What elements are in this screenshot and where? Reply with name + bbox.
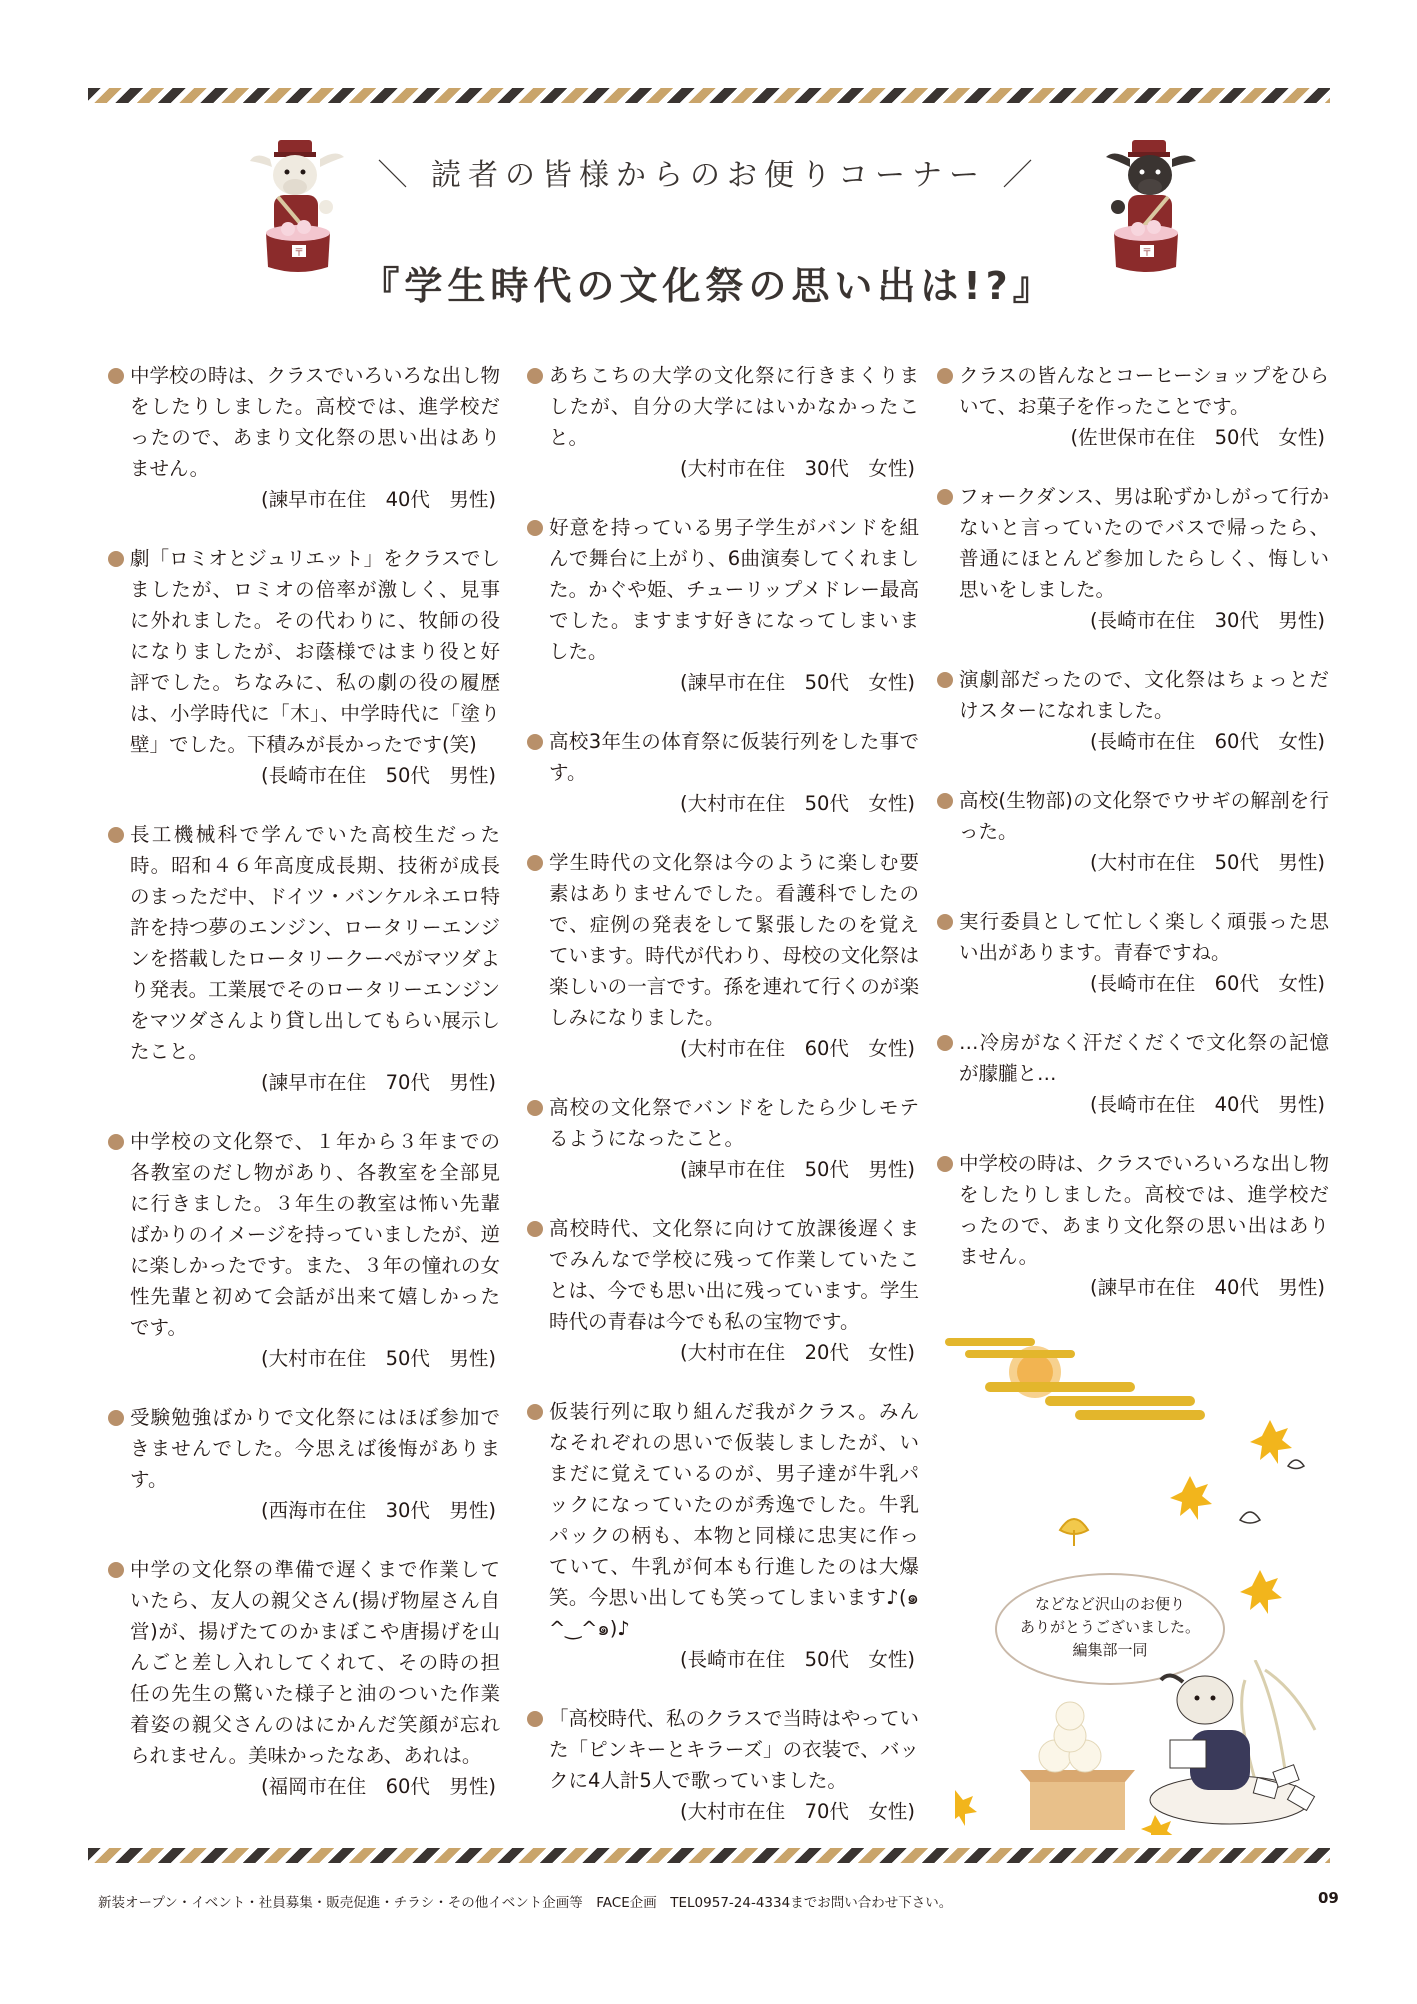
letter-text: 仮装行列に取り組んだ我がクラス。みんなそれぞれの思いで仮装しましたが、いまだに覚えているのが、男子達が牛乳パックになっていたのが秀逸でした。牛乳パックの柄も、本物と同様に忠実に作っていて、牛乳が何本も行進したのは大爆笑。今思い出しても笑ってしまいます♪(๑^‿^๑)♪ — [549, 1400, 919, 1640]
letters-column-3 — [937, 360, 1329, 1331]
letter-signature: (西海市在住 30代 男性) — [260, 1499, 496, 1522]
letter-item — [937, 1027, 1329, 1120]
letter-text: 中学校の文化祭で、１年から３年までの各教室のだし物があり、各教室を全部見に行きました。３年生の教室は怖い先輩ばかりのイメージを持っていましたが、逆に楽しかったです。また、３年の憧れの女性先輩と初めて会話が出来て嬉しかったです。 — [130, 1130, 500, 1339]
page-title: 『学生時代の文化祭の思い出は!?』 — [361, 264, 1056, 308]
letter-signature: (長崎市在住 40代 男性) — [1089, 1093, 1325, 1116]
letters-column-2 — [527, 360, 919, 1855]
corner-title: ＼ 読者の皆様からのお便りコーナー ／ — [377, 158, 1040, 193]
letter-text: 劇「ロミオとジュリエット」をクラスでしましたが、ロミオの倍率が激しく、見事に外れました。その代わりに、牧師の役になりましたが、お蔭様ではまり役と好評でした。ちなみに、私の劇の役の履歴は、小学時代に「木」、中学時代に「塗り壁」でした。下積みが長かったです(笑) — [130, 547, 500, 756]
letter-item — [527, 1703, 919, 1827]
letter-item — [108, 819, 500, 1098]
bullet-dot-icon — [527, 520, 543, 536]
letter-text: 受験勉強ばかりで文化祭にはほぼ参加できませんでした。今思えば後悔があります。 — [130, 1406, 500, 1491]
letter-signature: (長崎市在住 50代 女性) — [679, 1648, 915, 1671]
letter-signature: (諫早市在住 50代 女性) — [679, 671, 915, 694]
letter-signature: (諫早市在住 40代 男性) — [260, 488, 496, 511]
letter-text: 長工機械科で学んでいた高校生だった時。昭和４６年高度成長期、技術が成長のまっただ中、ドイツ・バンケルネエロ特許を持つ夢のエンジン、ロータリーエンジンを搭載したロータリークーペがマツダより発表。工業展でそのロータリーエンジンをマツダさんより貸し出してもらい展示したこと。 — [130, 823, 500, 1063]
letter-item — [527, 847, 919, 1064]
bullet-dot-icon — [108, 1562, 124, 1578]
bullet-dot-icon — [527, 1404, 543, 1420]
letter-text: あちこちの大学の文化祭に行きまくりましたが、自分の大学にはいかなかったこと。 — [549, 364, 919, 449]
bullet-dot-icon — [527, 368, 543, 384]
letter-text: 高校3年生の体育祭に仮装行列をした事です。 — [549, 730, 919, 784]
letter-item — [937, 785, 1329, 878]
letter-item — [937, 360, 1329, 453]
letter-signature: (諫早市在住 70代 男性) — [260, 1071, 496, 1094]
letter-signature: (長崎市在住 30代 男性) — [1089, 609, 1325, 632]
svg-text:〒: 〒 — [1142, 248, 1152, 259]
letter-item — [527, 1213, 919, 1368]
letter-item — [527, 360, 919, 484]
letter-signature: (大村市在住 50代 男性) — [1089, 851, 1325, 874]
letter-item — [937, 906, 1329, 999]
letter-text: 好意を持っている男子学生がバンドを組んで舞台に上がり、6曲演奏してくれました。かぐや姫、チューリップメドレー最高でした。ますます好きになってしまいました。 — [549, 516, 919, 663]
letter-item — [527, 1092, 919, 1185]
letter-signature: (諫早市在住 50代 男性) — [679, 1158, 915, 1181]
bullet-dot-icon — [108, 827, 124, 843]
letter-signature: (大村市在住 30代 女性) — [679, 457, 915, 480]
letter-signature: (大村市在住 70代 女性) — [679, 1800, 915, 1823]
bullet-dot-icon — [937, 793, 953, 809]
bottom-divider-stripe — [88, 1848, 1330, 1863]
letter-item — [108, 1402, 500, 1526]
bubble-line-3: 編集部一同 — [1072, 1641, 1148, 1659]
letter-signature: (佐世保市在住 50代 女性) — [1070, 426, 1325, 449]
bullet-dot-icon — [937, 1035, 953, 1051]
letter-text: 高校時代、文化祭に向けて放課後遅くまでみんなで学校に残って作業していたことは、今でも思い出に残っています。学生時代の青春は今でも私の宝物です。 — [549, 1217, 919, 1333]
letter-text: …冷房がなく汗だくだくで文化祭の記憶が朦朧と… — [959, 1031, 1329, 1085]
goat-with-letters-icon — [955, 1660, 1335, 1835]
bullet-dot-icon — [108, 551, 124, 567]
bullet-dot-icon — [527, 734, 543, 750]
bullet-dot-icon — [527, 1711, 543, 1727]
top-divider-stripe — [88, 88, 1330, 103]
bullet-dot-icon — [937, 368, 953, 384]
bullet-dot-icon — [108, 1410, 124, 1426]
bullet-dot-icon — [108, 368, 124, 384]
letter-text: 中学の文化祭の準備で遅くまで作業していたら、友人の親父さん(揚げ物屋さん自営)が、揚げたてのかまぼこや唐揚げを山んごと差し入れしてくれて、その時の担任の先生の驚いた様子と油のついた作業着姿の親父さんのはにかんだ笑顔が忘れられません。美味かったなあ、あれは。 — [130, 1558, 500, 1767]
bullet-dot-icon — [527, 1221, 543, 1237]
letter-signature: (長崎市在住 60代 女性) — [1089, 730, 1325, 753]
letter-signature: (諫早市在住 40代 男性) — [1089, 1276, 1325, 1299]
letter-item — [527, 512, 919, 698]
letters-column-1 — [108, 360, 500, 1830]
letter-signature: (長崎市在住 60代 女性) — [1089, 972, 1325, 995]
letter-text: 学生時代の文化祭は今のように楽しむ要素はありませんでした。看護科でしたので、症例の発表をして緊張したのを覚えています。時代が代わり、母校の文化祭は楽しいの一言です。孫を連れて行くのが楽しみになりました。 — [549, 851, 919, 1029]
letter-item — [108, 1126, 500, 1374]
bullet-dot-icon — [937, 489, 953, 505]
letter-signature: (大村市在住 20代 女性) — [679, 1341, 915, 1364]
letter-item — [108, 543, 500, 791]
letter-signature: (大村市在住 50代 男性) — [260, 1347, 496, 1370]
bullet-dot-icon — [108, 1134, 124, 1150]
bullet-dot-icon — [937, 1156, 953, 1172]
letter-text: フォークダンス、男は恥ずかしがって行かないと言っていたのでバスで帰ったら、普通にほとんど参加したらしく、悔しい思いをしました。 — [959, 485, 1329, 601]
bullet-dot-icon — [937, 672, 953, 688]
letter-item — [937, 1148, 1329, 1303]
letter-item — [527, 726, 919, 819]
letter-item — [527, 1396, 919, 1675]
letter-text: クラスの皆んなとコーヒーショップをひらいて、お菓子を作ったことです。 — [959, 364, 1329, 418]
letter-text: 中学校の時は、クラスでいろいろな出し物をしたりしました。高校では、進学校だったので、あまり文化祭の思い出はありません。 — [130, 364, 500, 480]
bullet-dot-icon — [527, 855, 543, 871]
letter-text: 高校の文化祭でバンドをしたら少しモテるようになったこと。 — [549, 1096, 919, 1150]
letter-signature: (長崎市在住 50代 男性) — [260, 764, 496, 787]
letter-item — [108, 1554, 500, 1802]
letter-text: 演劇部だったので、文化祭はちょっとだけスターになれました。 — [959, 668, 1329, 722]
letter-signature: (福岡市在住 60代 男性) — [260, 1775, 496, 1798]
bubble-line-1: などなど沢山のお便り — [1034, 1595, 1185, 1613]
page-number: 09 — [1318, 1889, 1339, 1907]
bullet-dot-icon — [527, 1100, 543, 1116]
letter-item — [108, 360, 500, 515]
svg-text:〒: 〒 — [294, 248, 304, 259]
letter-signature: (大村市在住 50代 女性) — [679, 792, 915, 815]
bubble-line-2: ありがとうございました。 — [1019, 1618, 1200, 1636]
footer-ad-text: 新装オープン・イベント・社員募集・販売促進・チラシ・その他イベント企画等 FACE企画 TEL0957-24-4334までお問い合わせ下さい。 — [98, 1895, 953, 1911]
letter-text: 実行委員として忙しく楽しく頑張った思い出があります。青春ですね。 — [959, 910, 1329, 964]
letter-text: 「高校時代、私のクラスで当時はやっていた「ピンキーとキラーズ」の衣装で、バックに4人計5人で歌っていました。 — [549, 1707, 919, 1792]
bullet-dot-icon — [937, 914, 953, 930]
letter-signature: (大村市在住 60代 女性) — [679, 1037, 915, 1060]
letter-item — [937, 664, 1329, 757]
letter-text: 高校(生物部)の文化祭でウサギの解剖を行った。 — [959, 789, 1329, 843]
letter-item — [937, 481, 1329, 636]
letter-text: 中学校の時は、クラスでいろいろな出し物をしたりしました。高校では、進学校だったので、あまり文化祭の思い出はありません。 — [959, 1152, 1329, 1268]
